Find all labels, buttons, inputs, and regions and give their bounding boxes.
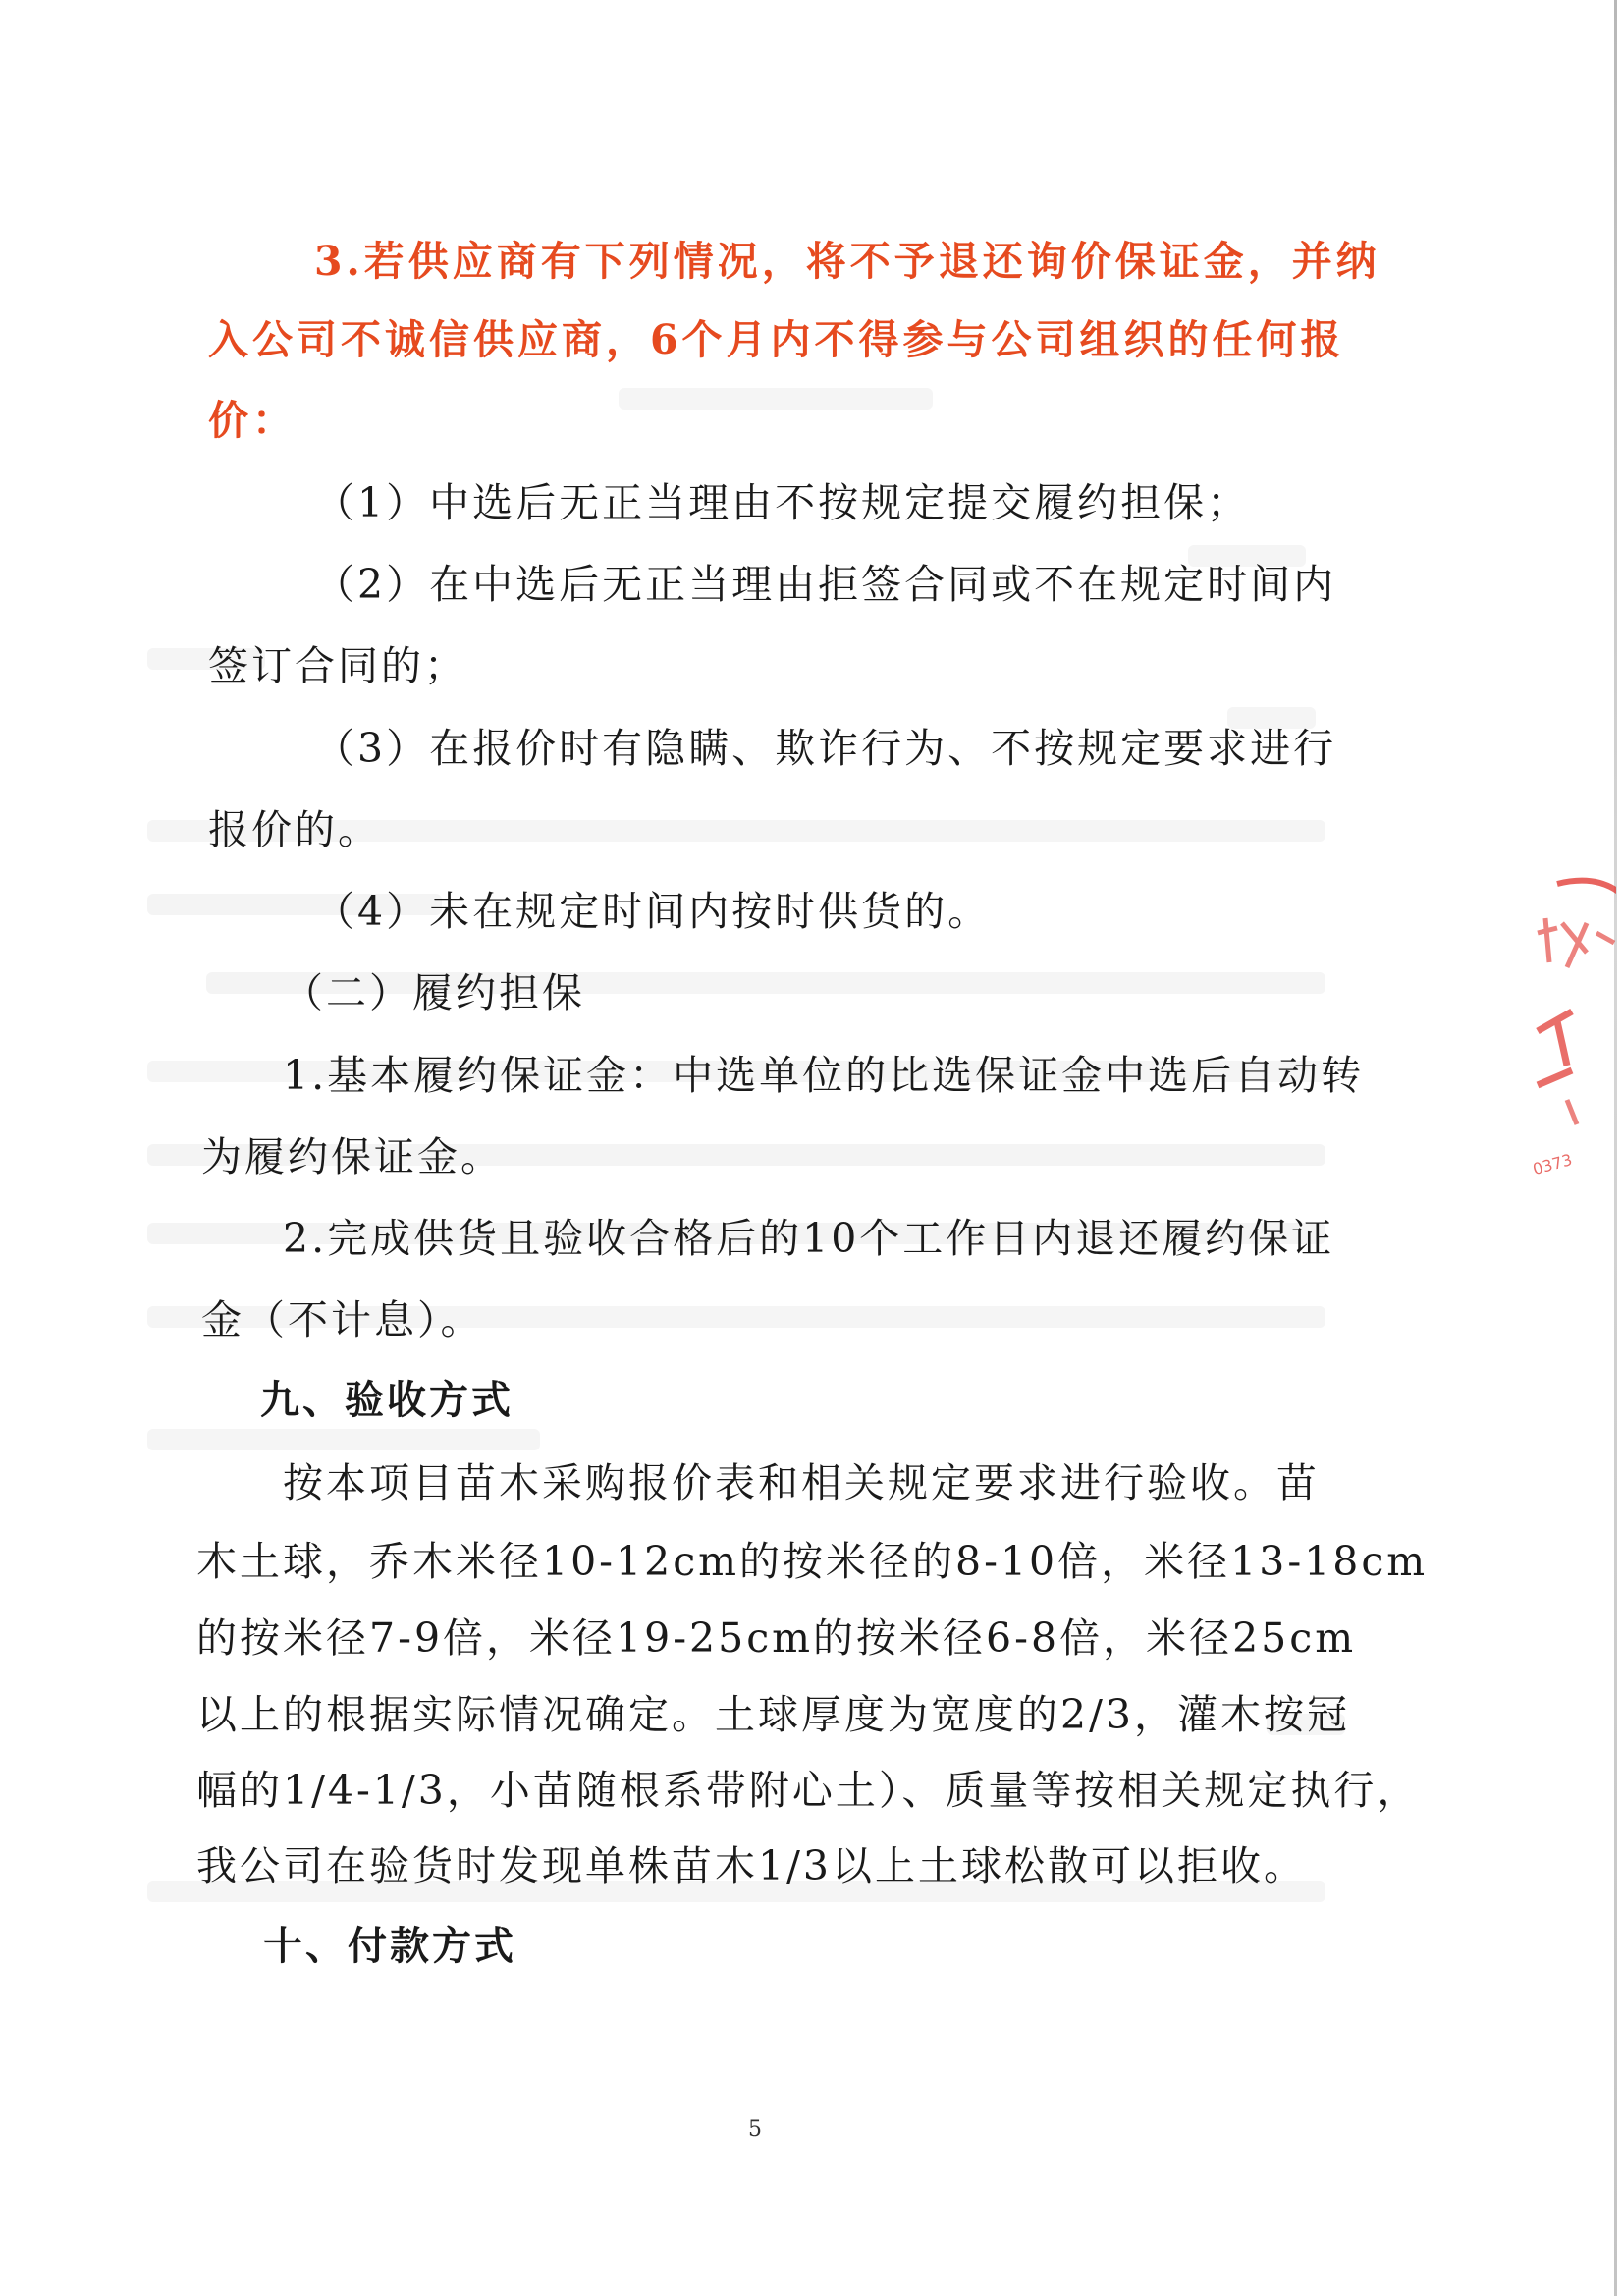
subsection-2-p2-line-1: 2.完成供货且验收合格后的10个工作日内退还履约保证: [283, 1215, 1335, 1262]
item-1: （1）中选后无正当理由不按规定提交履约担保；: [314, 479, 1251, 526]
subsection-2-p2-line-2: 金（不计息）。: [201, 1296, 484, 1343]
section-9-title: 九、验收方式: [260, 1378, 514, 1423]
item-4: （4）未在规定时间内按时供货的。: [314, 888, 992, 935]
item-2-line-1: （2）在中选后无正当理由拒签合同或不在规定时间内: [314, 561, 1337, 608]
clause-3-line-1: 3.若供应商有下列情况，将不予退还询价保证金，并纳: [314, 238, 1380, 285]
clause-3-line-3: 价：: [208, 397, 297, 444]
section-9-line-6: 我公司在验货时发现单株苗木1/3以上土球松散可以拒收。: [196, 1842, 1307, 1889]
subsection-2-p1-line-2: 为履约保证金。: [201, 1133, 504, 1180]
section-9-line-2: 木土球，乔木米径10-12cm的按米径的8-10倍，米径13-18cm: [196, 1538, 1429, 1585]
subsection-2-p1-line-1: 1.基本履约保证金：中选单位的比选保证金中选后自动转: [283, 1052, 1365, 1099]
section-9-line-5: 幅的1/4-1/3，小苗随根系带附心土）、质量等按相关规定执行，: [196, 1767, 1421, 1814]
svg-text:0373: 0373: [1530, 1150, 1575, 1179]
company-seal-stamp: [1528, 874, 1616, 1198]
subsection-2-title: （二）履约担保: [283, 969, 585, 1016]
item-2-line-2: 签订合同的；: [208, 642, 467, 689]
item-3-line-2: 报价的。: [208, 806, 381, 853]
section-9-line-1: 按本项目苗木采购报价表和相关规定要求进行验收。苗: [283, 1459, 1320, 1506]
section-9-line-4: 以上的根据实际情况确定。土球厚度为宽度的2/3，灌木按冠: [196, 1691, 1350, 1738]
section-10-title: 十、付款方式: [263, 1924, 516, 1969]
page-number: 5: [748, 2117, 762, 2142]
section-9-line-3: 的按米径7-9倍，米径19-25cm的按米径6-8倍，米径25cm: [196, 1614, 1357, 1662]
item-3-line-1: （3）在报价时有隐瞒、欺诈行为、不按规定要求进行: [314, 725, 1337, 772]
clause-3-line-2: 入公司不诚信供应商，6个月内不得参与公司组织的任何报: [208, 316, 1345, 363]
